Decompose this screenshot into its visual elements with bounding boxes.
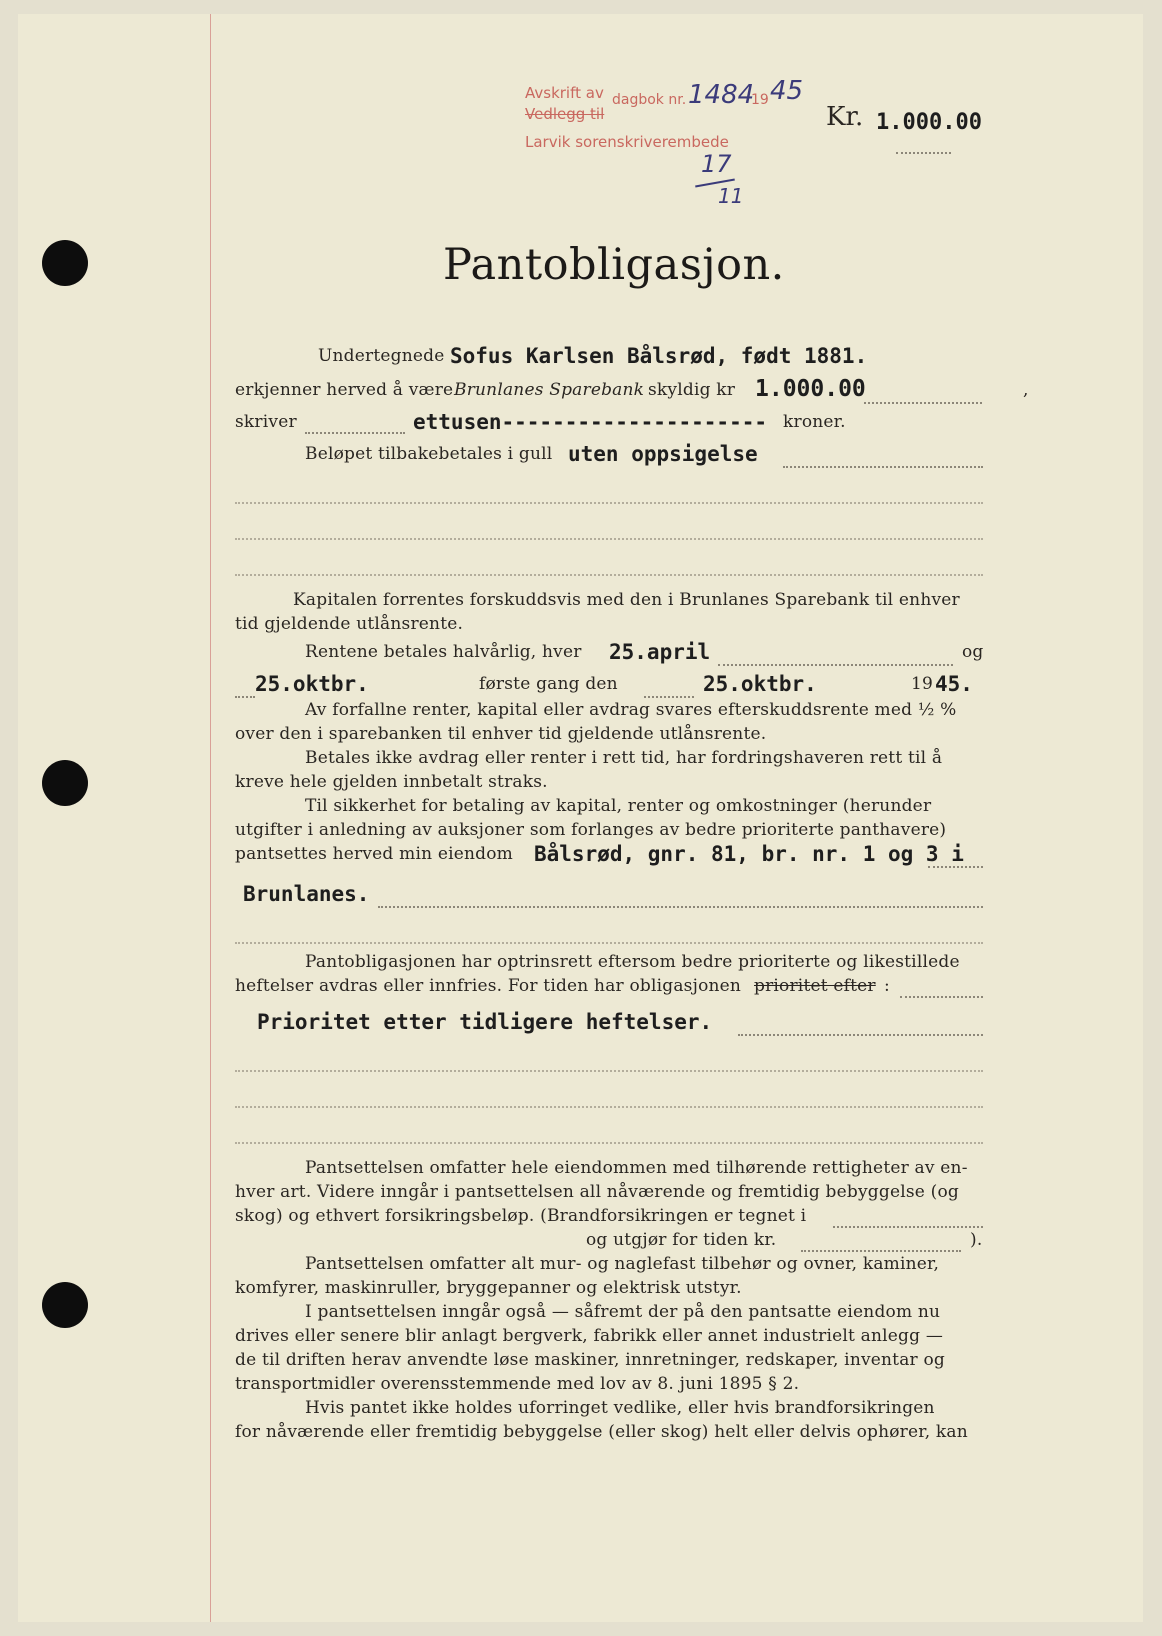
amount-value: 1.000.00 bbox=[876, 110, 982, 135]
rentene-dots-3 bbox=[644, 696, 694, 698]
sikkerhet-line-3: pantsettes herved min eiendom bbox=[235, 844, 513, 864]
blank-line-4 bbox=[235, 942, 983, 944]
blank-line-7 bbox=[235, 1142, 983, 1144]
priority-statement: Prioritet etter tidligere heftelser. bbox=[257, 1010, 713, 1034]
mortgaged-property-continued: Brunlanes. bbox=[243, 882, 370, 906]
forste-gang-label: første gang den bbox=[479, 674, 618, 694]
forfallne-line-2: over den i sparebanken til enhver tid gjeldende utlånsrente. bbox=[235, 724, 767, 744]
kapitalen-line-1: Kapitalen forrentes forskuddsvis med den i Brunlanes Sparebank til enhver bbox=[293, 590, 960, 610]
document-title: Pantobligasjon. bbox=[443, 240, 785, 290]
bergverk-line-2: drives eller senere blir anlagt bergverk, fabrikk eller annet industrielt anlegg — bbox=[235, 1326, 944, 1346]
amount-dots bbox=[896, 152, 951, 154]
margin-rule bbox=[210, 14, 211, 1622]
omfatter-line-4a: og utgjør for tiden kr. bbox=[586, 1230, 777, 1250]
handwritten-month: 11 bbox=[718, 184, 744, 208]
optrinsrett-line-1: Pantobligasjonen har optrinsrett eftersom bedre prioriterte og likestillede bbox=[305, 952, 960, 972]
stamp-dagbok-label: dagbok nr. bbox=[612, 92, 687, 108]
mortgaged-property: Bålsrød, gnr. 81, br. nr. 1 og 3 i bbox=[534, 842, 964, 866]
optrinsrett-struck-text: prioritet efter bbox=[754, 976, 876, 996]
undertegnede-label: Undertegnede bbox=[318, 346, 445, 366]
tilbehor-line-1: Pantsettelsen omfatter alt mur- og naglefast tilbehør og ovner, kaminer, bbox=[305, 1254, 940, 1274]
first-payment-year: 45. bbox=[935, 672, 973, 696]
optrinsrett-line-2a: heftelser avdras eller innfries. For tiden har obligasjonen bbox=[235, 976, 742, 996]
tilbehor-line-2: komfyrer, maskinruller, bryggepanner og elektrisk utstyr. bbox=[235, 1278, 742, 1298]
erkjenner-dots bbox=[864, 402, 982, 404]
blank-line-2 bbox=[235, 538, 983, 540]
erkjenner-comma: , bbox=[1023, 380, 1029, 400]
insurance-amount-dots bbox=[801, 1250, 961, 1252]
punch-hole-top bbox=[42, 240, 88, 286]
document-page bbox=[18, 14, 1143, 1622]
stamp-year-prefix: 19 bbox=[751, 92, 769, 108]
rentene-dots-1 bbox=[718, 664, 953, 666]
rentene-label: Rentene betales halvårlig, hver bbox=[305, 642, 582, 662]
handwritten-day: 17 bbox=[701, 150, 732, 178]
optrinsrett-colon: : bbox=[884, 976, 890, 996]
dagbok-number: 1484 bbox=[688, 80, 755, 110]
dagbok-year: 45 bbox=[770, 76, 804, 106]
interest-date-1: 25.april bbox=[609, 640, 711, 664]
bergverk-line-1: I pantsettelsen inngår også — såfremt der på den pantsatte eiendom nu bbox=[305, 1302, 941, 1322]
stamp-line-1: Avskrift av bbox=[525, 84, 604, 102]
optrinsrett-dots bbox=[900, 996, 983, 998]
vedlike-line-1: Hvis pantet ikke holdes uforringet vedlike, eller hvis brandforsikringen bbox=[305, 1398, 935, 1418]
omfatter-line-1: Pantsettelsen omfatter hele eiendommen med tilhørende rettigheter av en- bbox=[305, 1158, 968, 1178]
stamp-office: Larvik sorenskriverembede bbox=[525, 133, 729, 151]
punch-hole-bottom bbox=[42, 1282, 88, 1328]
sikkerhet-line-1: Til sikkerhet for betaling av kapital, renter og omkostninger (herunder bbox=[305, 796, 932, 816]
blank-line-5 bbox=[235, 1070, 983, 1072]
interest-date-2: 25.oktbr. bbox=[255, 672, 369, 696]
blank-line-1 bbox=[235, 502, 983, 504]
omfatter-line-2: hver art. Videre inngår i pantsettelsen all nåværende og fremtidig bebyggelse (og bbox=[235, 1182, 959, 1202]
vedlike-line-2: for nåværende eller fremtidig bebyggelse (eller skog) helt eller delvis ophører, kan bbox=[235, 1422, 968, 1442]
bergverk-line-3: de til driften herav anvendte løse maskiner, innretninger, redskaper, inventar og bbox=[235, 1350, 945, 1370]
betales-line-1: Betales ikke avdrag eller renter i rett tid, har fordringshaveren rett til å bbox=[305, 748, 943, 768]
skriver-dots bbox=[305, 432, 405, 434]
priority-dots bbox=[738, 1034, 983, 1036]
blank-line-3 bbox=[235, 574, 983, 576]
sikkerhet-dots bbox=[928, 866, 983, 868]
insurance-company-dots bbox=[833, 1226, 983, 1228]
debtor-name: Sofus Karlsen Bålsrød, født 1881. bbox=[450, 344, 868, 368]
skriver-suffix: kroner. bbox=[783, 412, 846, 432]
amount-currency: Kr. bbox=[826, 102, 864, 132]
belopet-dots bbox=[783, 466, 983, 468]
stamp-line-2: Vedlegg til bbox=[525, 105, 605, 123]
sikkerhet-line-2: utgifter i anledning av auksjoner som forlanges av bedre prioriterte panthavere) bbox=[235, 820, 947, 840]
first-payment-year-prefix: 19 bbox=[911, 674, 934, 694]
erkjenner-mid: skyldig kr bbox=[648, 380, 736, 400]
forfallne-line-1: Av forfallne renter, kapital eller avdrag svares efterskuddsrente med ½ % bbox=[305, 700, 957, 720]
skriver-label: skriver bbox=[235, 412, 297, 432]
creditor-bank: Brunlanes Sparebank bbox=[454, 380, 645, 400]
punch-hole-middle bbox=[42, 760, 88, 806]
bergverk-line-4: transportmidler overensstemmende med lov av 8. juni 1895 § 2. bbox=[235, 1374, 800, 1394]
rentene-dots-2 bbox=[235, 696, 255, 698]
first-payment-date: 25.oktbr. bbox=[703, 672, 817, 696]
kapitalen-line-2: tid gjeldende utlånsrente. bbox=[235, 614, 464, 634]
omfatter-line-3: skog) og ethvert forsikringsbeløp. (Brandforsikringen er tegnet i bbox=[235, 1206, 807, 1226]
property-dots bbox=[378, 906, 983, 908]
blank-line-6 bbox=[235, 1106, 983, 1108]
omfatter-line-4b: ). bbox=[970, 1230, 983, 1250]
betales-line-2: kreve hele gjelden innbetalt straks. bbox=[235, 772, 548, 792]
amount-in-words: ettusen--------------------- bbox=[413, 410, 768, 434]
erkjenner-prefix: erkjenner herved å være bbox=[235, 380, 454, 400]
repayment-terms: uten oppsigelse bbox=[568, 442, 758, 466]
belopet-label: Beløpet tilbakebetales i gull bbox=[305, 444, 553, 464]
debt-amount: 1.000.00 bbox=[755, 376, 866, 402]
rentene-og: og bbox=[962, 642, 984, 662]
